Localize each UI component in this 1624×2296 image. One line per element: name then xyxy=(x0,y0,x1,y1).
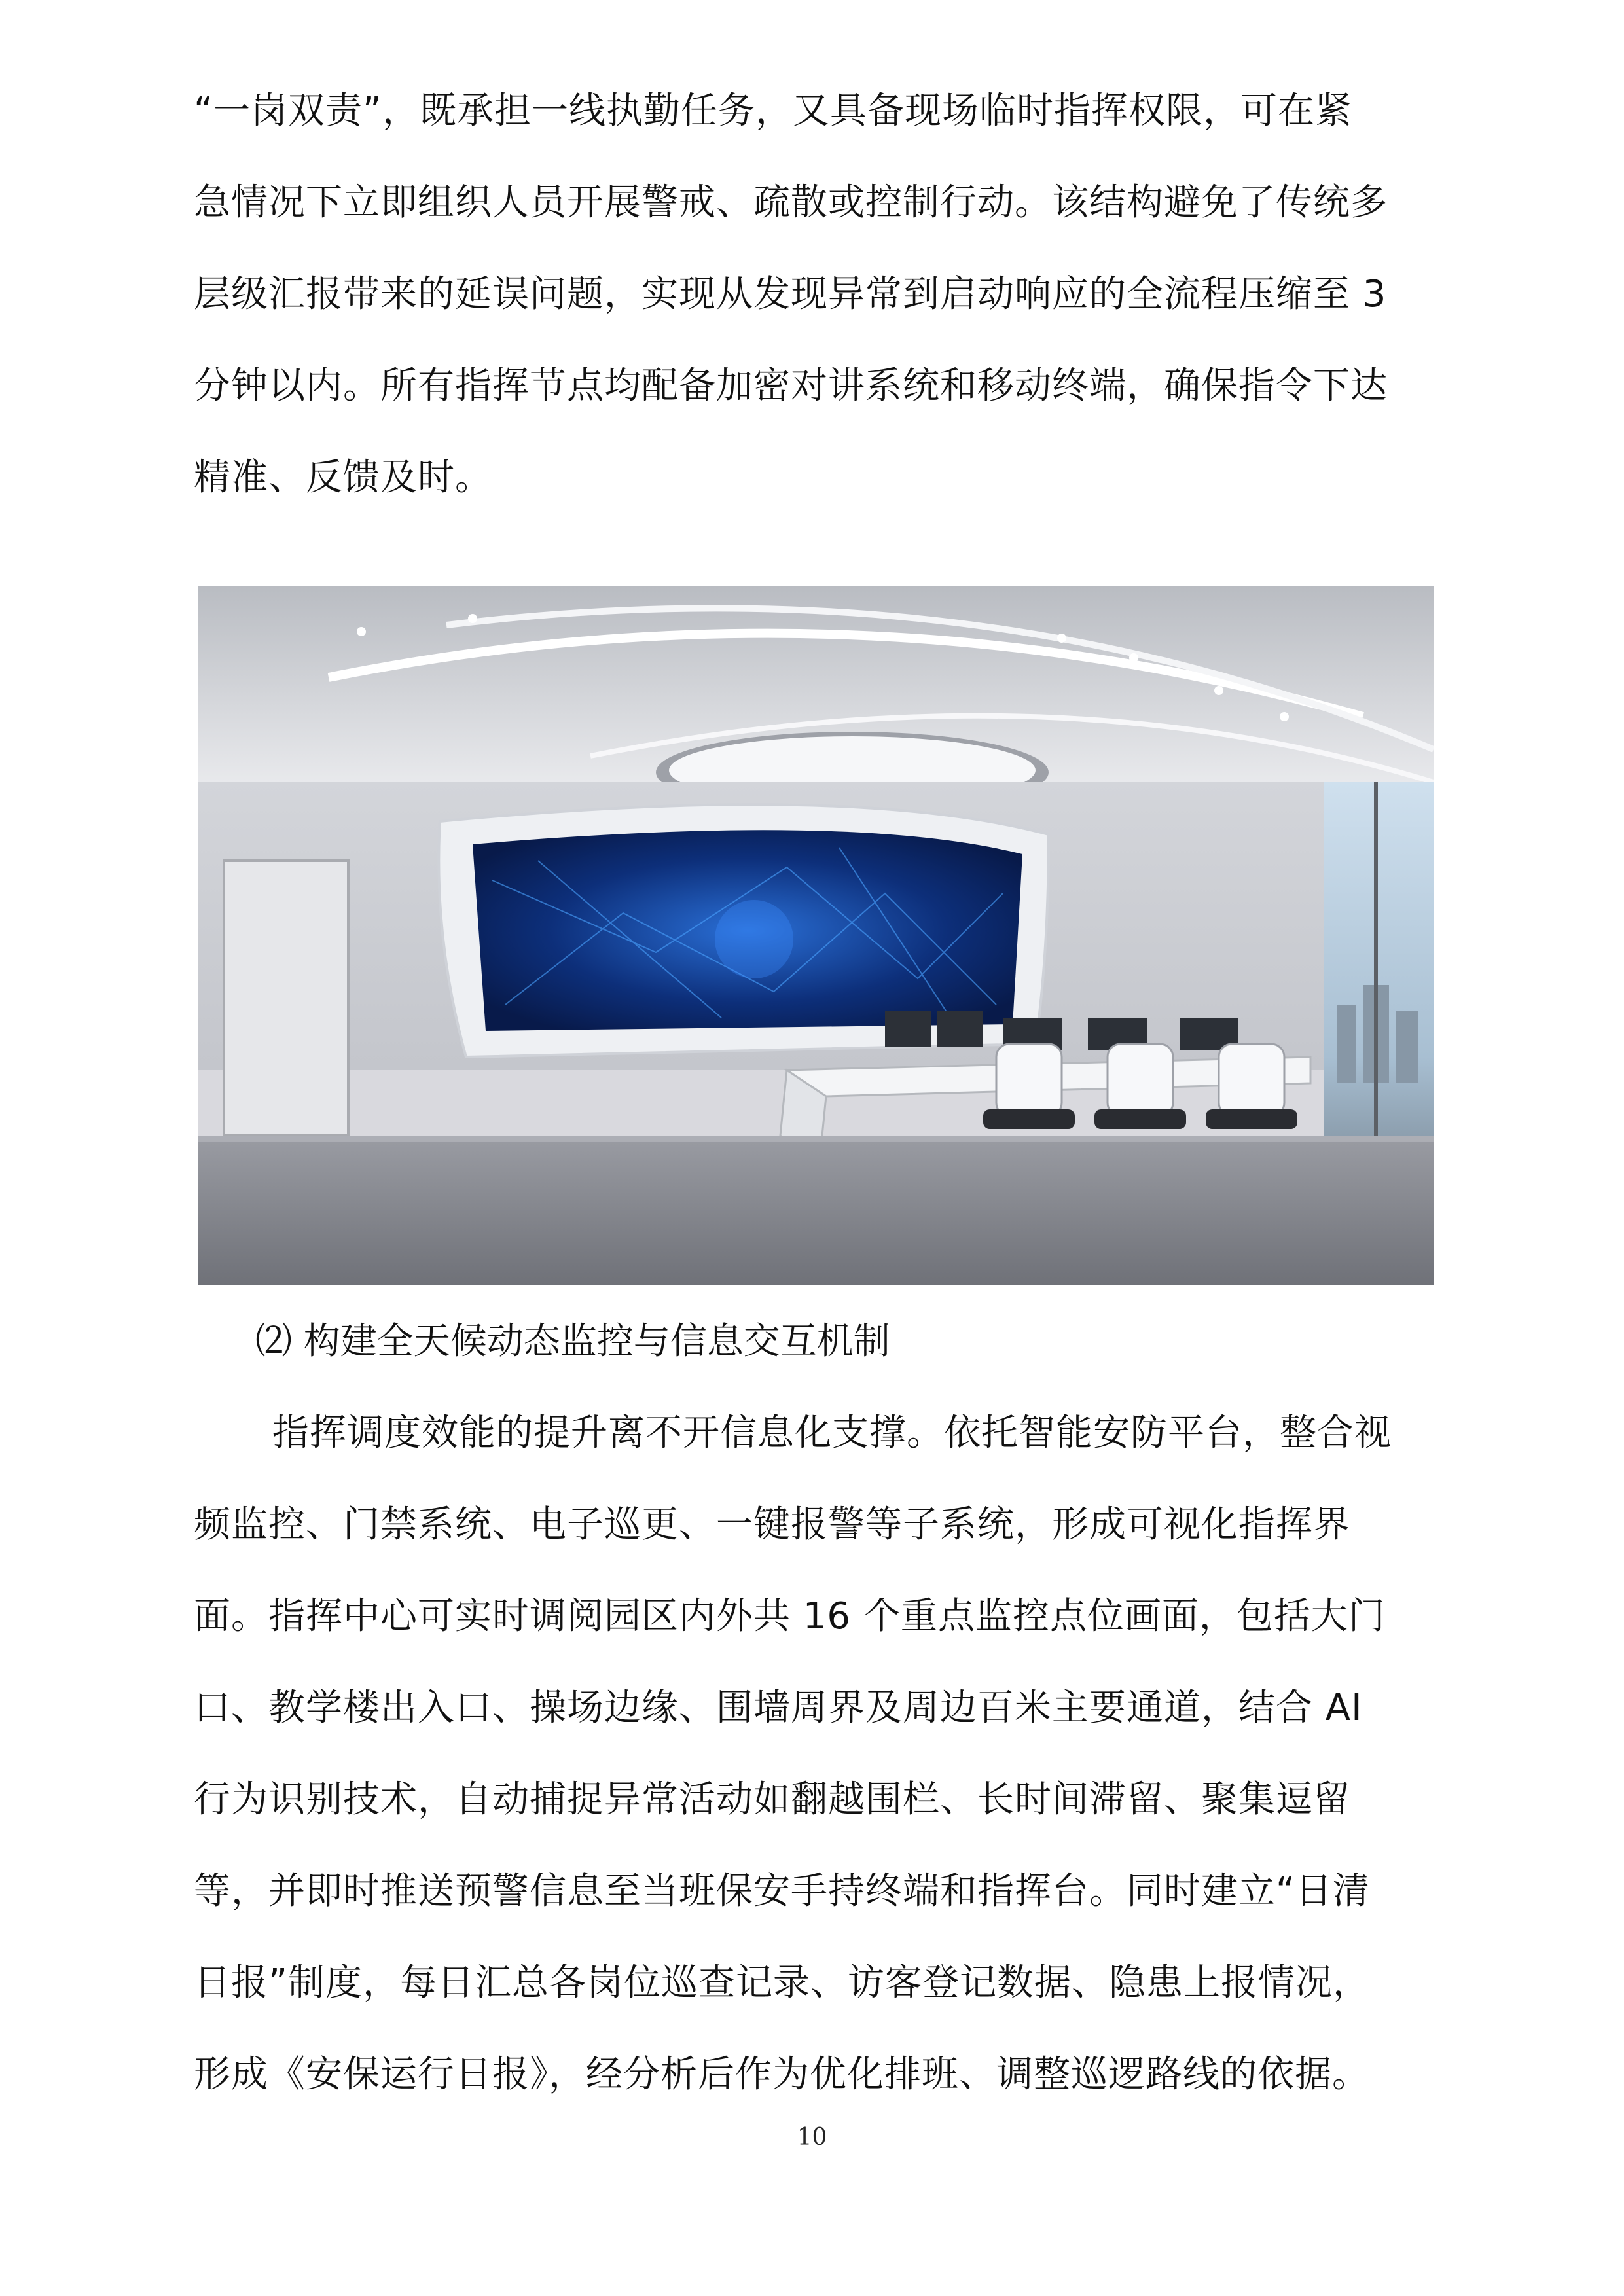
paragraph-line: 层级汇报带来的延误问题，实现从发现异常到启动响应的全流程压缩至 3 xyxy=(194,273,1387,315)
paragraph-line: 急情况下立即组织人员开展警戒、疏散或控制行动。该结构避免了传统多 xyxy=(194,181,1388,224)
section-heading: ⑵ 构建全天候动态监控与信息交互机制 xyxy=(255,1320,890,1363)
paragraph-line: 面。指挥中心可实时调阅园区内外共 16 个重点监控点位画面，包括大门 xyxy=(194,1595,1386,1638)
paragraph-line: 日报”制度，每日汇总各岗位巡查记录、访客登记数据、隐患上报情况， xyxy=(194,1962,1371,2004)
command-center-photo xyxy=(198,586,1434,1285)
paragraph-line: 精准、反馈及时。 xyxy=(194,456,492,499)
paragraph-line: 分钟以内。所有指挥节点均配备加密对讲系统和移动终端，确保指令下达 xyxy=(194,365,1388,407)
paragraph-line: 口、教学楼出入口、操场边缘、围墙周界及周边百米主要通道，结合 AI xyxy=(194,1687,1363,1729)
paragraph-line: “一岗双责”，既承担一线执勤任务，又具备现场临时指挥权限，可在紧 xyxy=(194,90,1353,132)
paragraph-line: 指挥调度效能的提升离不开信息化支撑。依托智能安防平台，整合视 xyxy=(272,1412,1392,1454)
page-number: 10 xyxy=(797,2124,827,2151)
paragraph-line: 频监控、门禁系统、电子巡更、一键报警等子系统，形成可视化指挥界 xyxy=(194,1503,1350,1546)
paragraph-line: 行为识别技术，自动捕捉异常活动如翻越围栏、长时间滞留、聚集逗留 xyxy=(194,1778,1350,1821)
paragraph-line: 形成《安保运行日报》，经分析后作为优化排班、调整巡逻路线的依据。 xyxy=(194,2053,1369,2096)
paragraph-line: 等，并即时推送预警信息至当班保安手持终端和指挥台。同时建立“日清 xyxy=(194,1870,1371,1912)
